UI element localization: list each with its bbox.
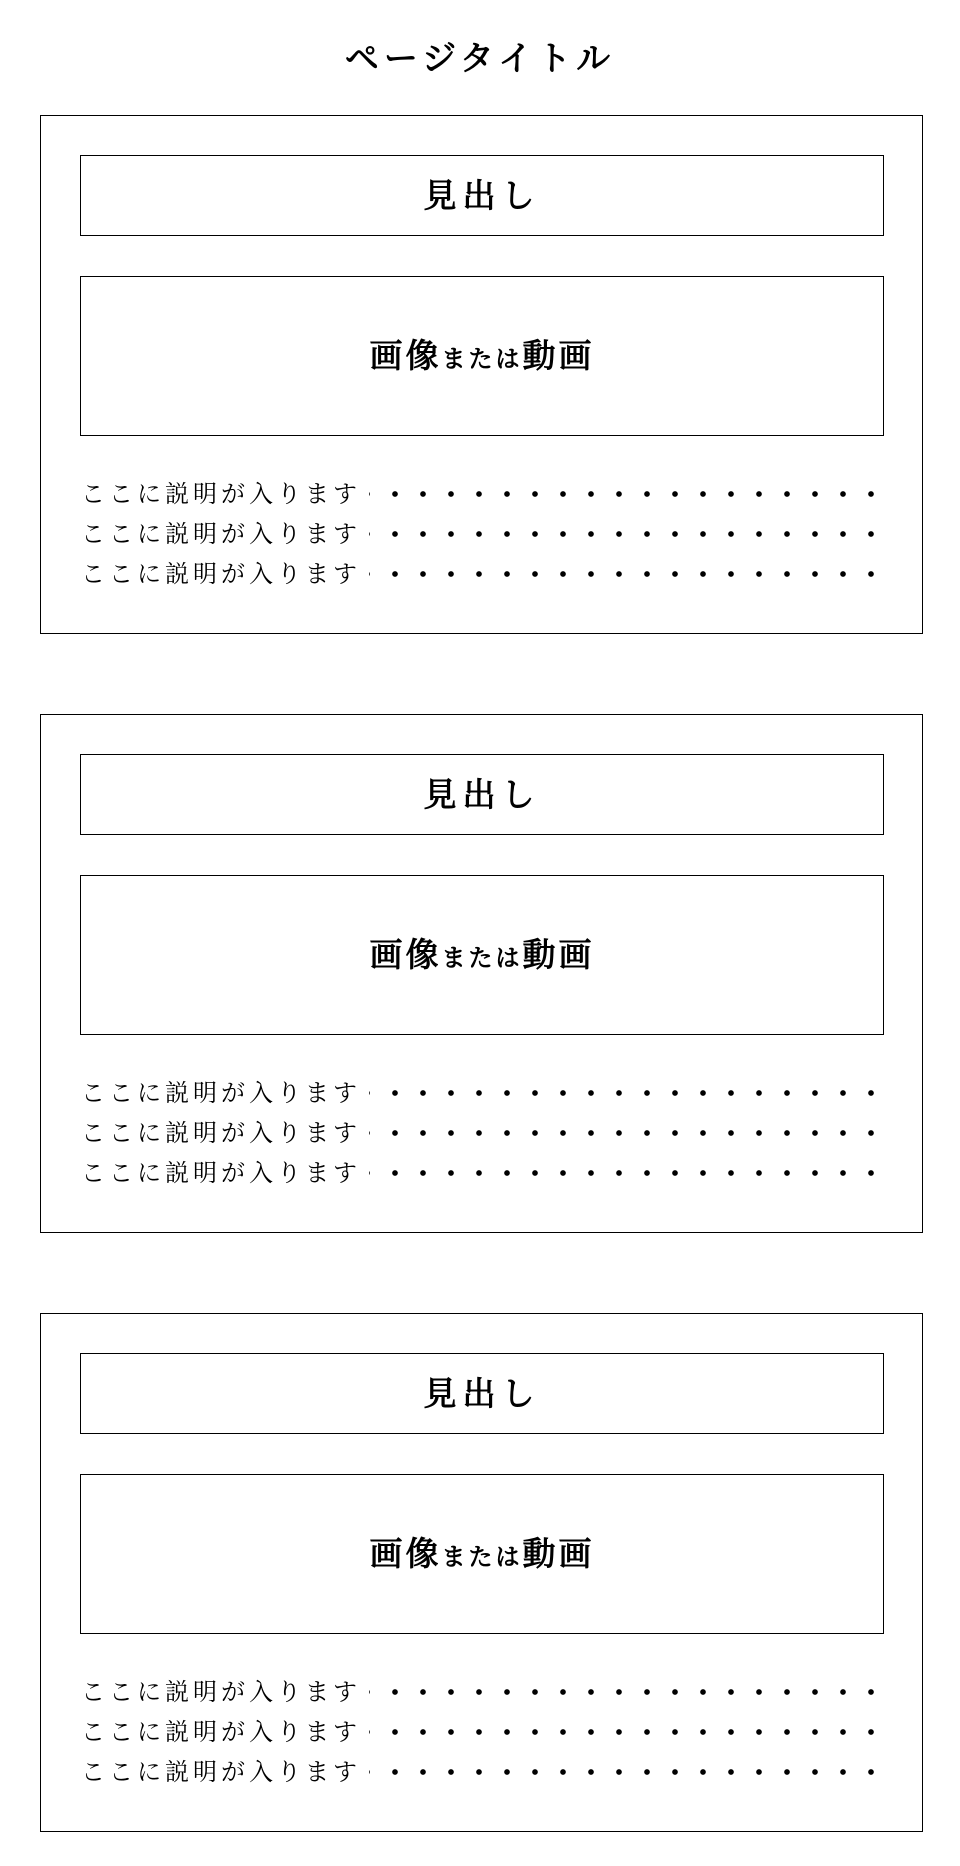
- page-title: ページタイトル: [344, 39, 616, 79]
- description-text: ここに説明が入ります: [81, 560, 361, 588]
- media-label-video: 動画: [522, 935, 595, 974]
- description-line: [81, 1113, 885, 1153]
- media-label-image: 画像: [369, 1534, 442, 1573]
- media-placeholder: [80, 1474, 884, 1634]
- description-line: [81, 1752, 885, 1792]
- description-line: [81, 1153, 885, 1193]
- description-line: [81, 1712, 885, 1752]
- content-card-3: [40, 1313, 923, 1832]
- description-line: [81, 554, 885, 594]
- description-text: ここに説明が入ります: [81, 1159, 361, 1187]
- description: [81, 1073, 885, 1193]
- description-text: ここに説明が入ります: [81, 520, 361, 548]
- media-label-or: または: [441, 944, 523, 972]
- dot-leader: [369, 514, 885, 554]
- description-text: ここに説明が入ります: [81, 1678, 361, 1706]
- media-label-video: 動画: [522, 336, 595, 375]
- media-label-or: または: [441, 1543, 523, 1571]
- dot-leader: [369, 474, 885, 514]
- media-label-image: 画像: [369, 336, 442, 375]
- description-line: [81, 474, 885, 514]
- dot-leader: [369, 1712, 885, 1752]
- description: [81, 474, 885, 594]
- description-line: [81, 1672, 885, 1712]
- dot-leader: [369, 1073, 885, 1113]
- media-placeholder: [80, 875, 884, 1035]
- media-label-image: 画像: [369, 935, 442, 974]
- media-label-or: または: [441, 345, 523, 373]
- media-placeholder: [80, 276, 884, 436]
- description-text: ここに説明が入ります: [81, 1079, 361, 1107]
- dot-leader: [369, 1153, 885, 1193]
- description-text: ここに説明が入ります: [81, 1718, 361, 1746]
- media-label-video: 動画: [522, 1534, 595, 1573]
- section-heading: 見出し: [80, 155, 884, 236]
- dot-leader: [369, 1113, 885, 1153]
- description-text: ここに説明が入ります: [81, 1119, 361, 1147]
- content-card-2: [40, 714, 923, 1233]
- description-line: [81, 514, 885, 554]
- description-line: [81, 1073, 885, 1113]
- section-heading: 見出し: [80, 754, 884, 835]
- dot-leader: [369, 1672, 885, 1712]
- content-card-1: [40, 115, 923, 634]
- description: [81, 1672, 885, 1792]
- description-text: ここに説明が入ります: [81, 480, 361, 508]
- section-heading: 見出し: [80, 1353, 884, 1434]
- dot-leader: [369, 1752, 885, 1792]
- dot-leader: [369, 554, 885, 594]
- description-text: ここに説明が入ります: [81, 1758, 361, 1786]
